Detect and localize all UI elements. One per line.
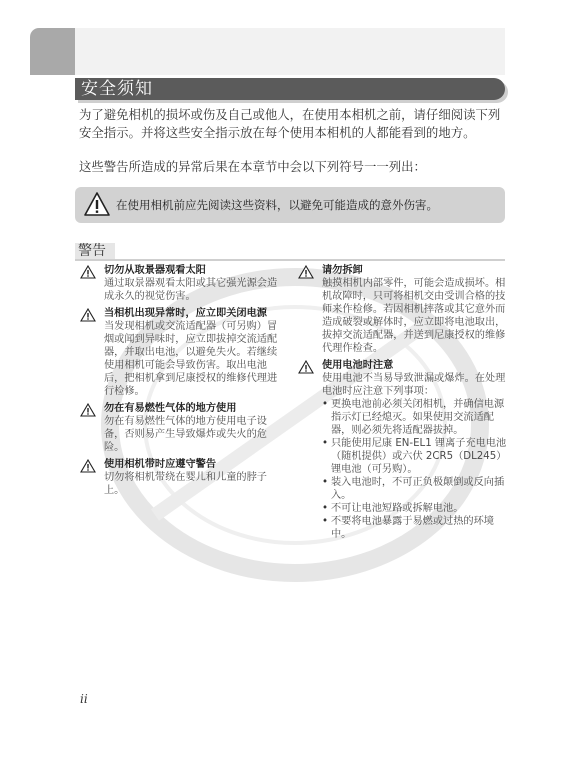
warning-item bbox=[298, 264, 508, 355]
warning-body: 触摸相机内部零件，可能会造成损坏。相机故障时，只可将相机交由受训合格的技师来作检修。若因相机摔落或其它意外而造成破裂或解体时，应立即将电池取出，拔掉交流适配器，并送到尼康授权的维修代理作检查。 bbox=[322, 278, 506, 354]
list-item: • 不要将电池暴露于易燃或过热的环境中。 bbox=[322, 515, 508, 541]
caution-note-text: 在使用相机前应先阅读这些资料，以避免可能造成的意外伤害。 bbox=[116, 198, 438, 212]
warnings-right-column bbox=[298, 264, 508, 545]
warning-body: 通过取景器观看太阳或其它强光源会造成永久的视觉伤害。 bbox=[104, 278, 278, 302]
section-title-bar bbox=[75, 78, 505, 100]
chapter-tab bbox=[30, 28, 75, 75]
warning-item bbox=[80, 264, 285, 303]
page-number: ii bbox=[80, 692, 88, 706]
page-title: 安全须知 bbox=[81, 79, 153, 99]
warning-item bbox=[80, 402, 285, 454]
battery-precautions-list bbox=[322, 398, 508, 541]
warning-title: 勿在有易燃性气体的地方使用 bbox=[104, 403, 237, 414]
warning-title: 当相机出现异常时，应立即关闭电源 bbox=[104, 308, 267, 319]
warning-item bbox=[80, 458, 285, 497]
warning-title: 使用电池时注意 bbox=[322, 360, 394, 371]
warnings-heading: 警告 bbox=[78, 243, 106, 259]
warning-body: 切勿将相机带绕在婴儿和儿童的脖子上。 bbox=[104, 472, 267, 496]
warning-triangle-icon bbox=[80, 265, 96, 279]
warning-item bbox=[80, 307, 285, 398]
warning-triangle-icon bbox=[298, 360, 314, 374]
warning-body: 使用电池不当易导致泄漏或爆炸。在处理电池时应注意下列事项： bbox=[322, 373, 506, 397]
warning-title: 使用相机带时应遵守警告 bbox=[104, 459, 217, 470]
warning-title: 请勿拆卸 bbox=[322, 265, 363, 276]
warning-triangle-icon bbox=[80, 308, 96, 322]
warning-body: 当发现相机或交流适配器（可另购）冒烟或闻到异味时，应立即拔掉交流适配器，并取出电池，以避免失火。若继续使用相机可能会导致伤害。取出电池后，把相机拿到尼康授权的维修代理进行检修。 bbox=[104, 321, 278, 397]
warning-item bbox=[298, 359, 508, 541]
intro-paragraph: 为了避免相机的损坏或伤及自己或他人，在使用本相机之前，请仔细阅读下列安全指示。并将这些安全指示放在每个使用本相机的人都能看到的地方。 bbox=[79, 107, 501, 140]
warning-triangle-icon bbox=[80, 459, 96, 473]
warning-triangle-icon bbox=[83, 191, 111, 217]
caution-note-box bbox=[75, 187, 505, 223]
header-band bbox=[75, 28, 505, 75]
warnings-divider bbox=[75, 259, 505, 261]
list-item: • 只能使用尼康 EN-EL1 锂离子充电电池（随机提供）或六伏 2CR5（DL245）锂电池（可另购）。 bbox=[322, 437, 508, 476]
warning-title: 切勿从取景器观看太阳 bbox=[104, 265, 206, 276]
warning-triangle-icon bbox=[298, 265, 314, 279]
warning-triangle-icon bbox=[80, 403, 96, 417]
list-item: • 更换电池前必须关闭相机，并确信电源指示灯已经熄灭。如果使用交流适配器，则必须先将适配器拔掉。 bbox=[322, 398, 508, 437]
warnings-heading-tab bbox=[75, 243, 115, 260]
list-item: • 装入电池时，不可正负极颠倒或反向插入。 bbox=[322, 476, 508, 502]
symbol-intro-paragraph: 这些警告所造成的异常后果在本章节中会以下列符号一一列出： bbox=[79, 159, 426, 174]
list-item: • 不可让电池短路或拆解电池。 bbox=[322, 502, 508, 515]
warnings-left-column bbox=[80, 264, 285, 501]
warning-body: 勿在有易燃性气体的地方使用电子设备，否则易产生导致爆炸或失火的危险。 bbox=[104, 416, 267, 453]
